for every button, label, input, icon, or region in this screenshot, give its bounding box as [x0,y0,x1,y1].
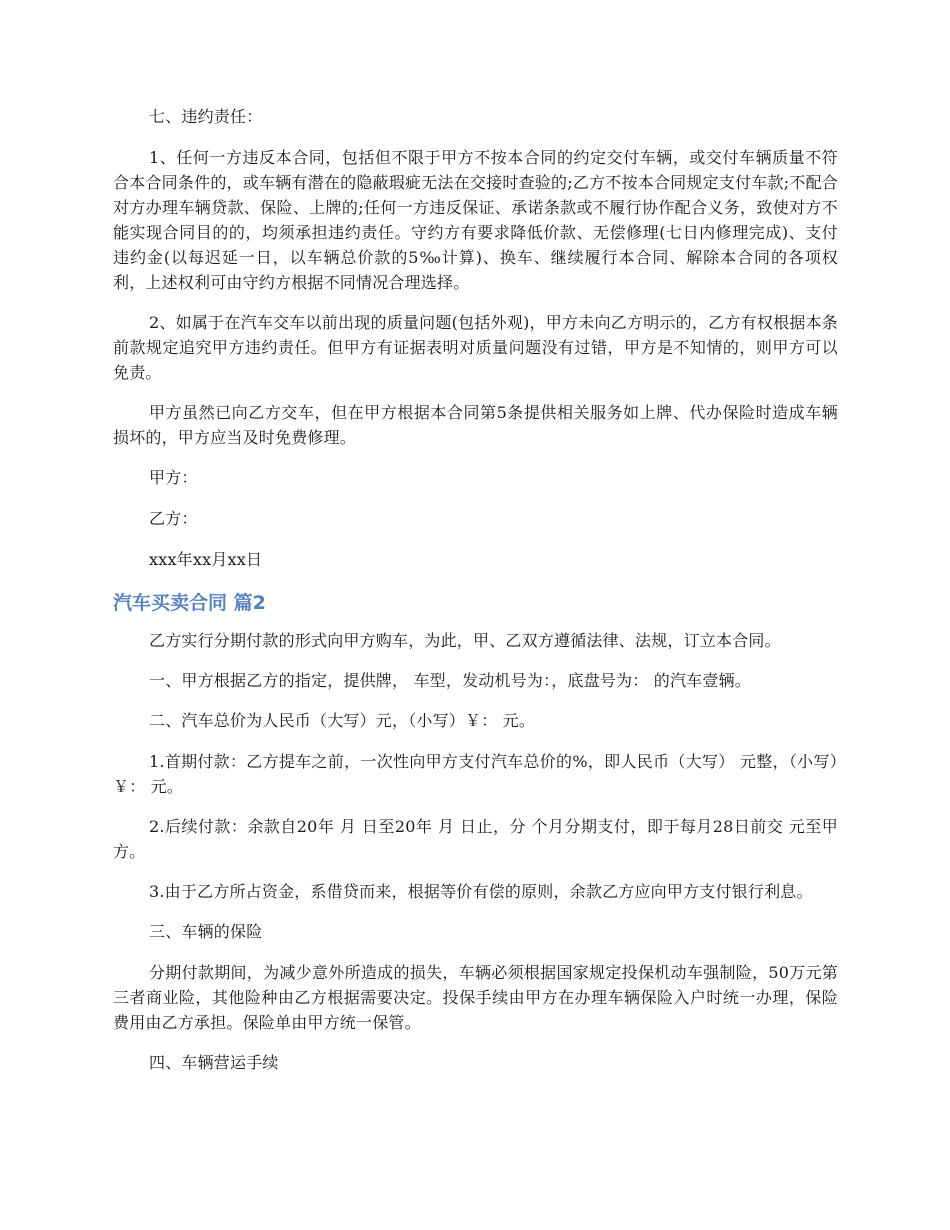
party-a-signature: 甲方： [149,468,198,487]
clause-down-payment: 1.首期付款：乙方提车之前，一次性向甲方支付汽车总价的%，即人民币（大写） 元整，（小写）￥： 元。 [113,752,838,796]
clause-breach-3: 甲方虽然已向乙方交车，但在甲方根据本合同第5条提供相关服务如上牌、代办保险时造成车辆损坏的，甲方应当及时免费修理。 [113,403,838,447]
signing-date: xxx年xx月xx日 [149,550,263,569]
contract-intro: 乙方实行分期付款的形式向甲方购车，为此，甲、乙双方遵循法律、法规，订立本合同。 [149,631,781,650]
document-page [113,104,838,1091]
section-title-insurance: 三、车辆的保险 [149,922,263,941]
section-title-breach: 七、违约责任： [149,107,263,126]
clause-total-price: 二、汽车总价为人民币（大写）元，（小写）￥： 元。 [149,711,536,730]
clause-interest: 3.由于乙方所占资金，系借贷而来，根据等价有偿的原则，余款乙方应向甲方支付银行利息。 [149,882,813,901]
contract-heading: 汽车买卖合同 篇2 [113,592,266,614]
clause-breach-2: 2、如属于在汽车交车以前出现的质量问题(包括外观)，甲方未向乙方明示的，乙方有权根据本条前款规定追究甲方违约责任。但甲方有证据表明对质量问题没有过错，甲方是不知情的，则甲方可以免责。 [113,313,838,382]
section-title-operation: 四、车辆营运手续 [149,1053,279,1072]
clause-insurance: 分期付款期间，为减少意外所造成的损失，车辆必须根据国家规定投保机动车强制险，50万元第三者商业险，其他险种由乙方根据需要决定。投保手续由甲方在办理车辆保险入户时统一办理，保险费用由乙方承担。保险单由甲方统一保管。 [113,963,838,1032]
clause-breach-1: 1、任何一方违反本合同，包括但不限于甲方不按本合同的约定交付车辆，或交付车辆质量不符合本合同条件的，或车辆有潜在的隐蔽瑕疵无法在交接时查验的;乙方不按本合同规定支付车款;不配合对方办理车辆贷款、保险、上牌的;任何一方违反保证、承诺条款或不履行协作配合义务，致使对方不能实现合同目的的，均须承担违约责任。守约方有要求降低价款、无偿修理(七日内修理完成)、支付违约金(以每迟延一日，以车辆总价款的5‰计算)、换车、继续履行本合同、解除本合同的各项权利，上述权利可由守约方根据不同情况合理选择。 [113,148,838,292]
clause-vehicle: 一、甲方根据乙方的指定，提供牌， 车型，发动机号为：，底盘号为： 的汽车壹辆。 [149,671,751,690]
party-b-signature: 乙方： [149,509,198,528]
clause-installments: 2.后续付款：余款自20年 月 日至20年 月 日止，分 个月分期支付，即于每月28日前交 元至甲方。 [113,817,838,861]
